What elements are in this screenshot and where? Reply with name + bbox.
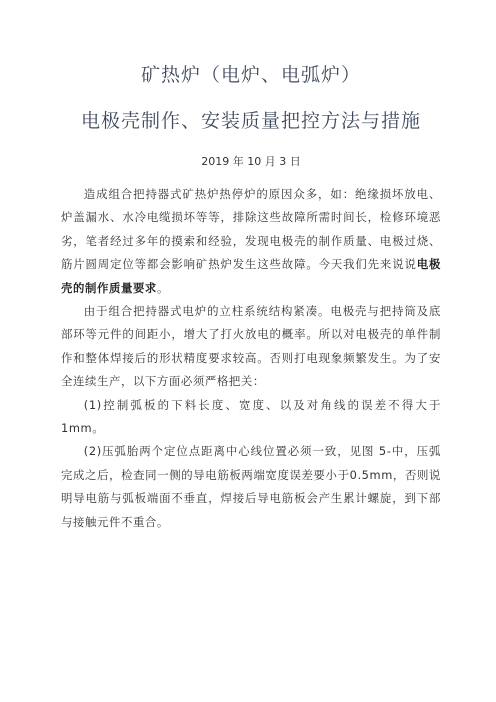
document-body	[61, 183, 441, 534]
paragraph-1-emphasis: 电极壳的制作质量要求	[61, 257, 442, 295]
document-title-line-2: 电极壳制作、安装质量把控方法与措施	[80, 110, 421, 132]
paragraph-2: 由于组合把持器式电炉的立柱系统结构紧凑。电极壳与把持筒及底部环等元件的间距小，增大了打火放电的概率。所以对电极壳的单件制作和整体焊接后的形状精度要求较高。否则打电现象频繁发生。为了安全连续生产，以下方面必须严格把关：	[61, 304, 441, 389]
paragraph-1-text: 造成组合把持器式矿热炉热停炉的原因众多，如：绝缘损坏放电、炉盖漏水、水冷电缆损坏等等，排除这些故障所需时间长，检修环境恶劣，笔者经过多年的摸索和经验，发现电极壳的制作质量、电极过烧、筋片圆周定位等都会影响矿热炉发生这些故障。今天我们先来说说	[61, 187, 441, 272]
paragraph-3: (1)控制弧板的下料长度、宽度、以及对角线的误差不得大于1mm。	[61, 397, 441, 436]
document-date: 2019 年 10 月 3 日	[201, 155, 301, 168]
document-title-line-1: 矿热炉（电炉、电弧炉）	[140, 64, 361, 86]
paragraph-1	[61, 183, 441, 300]
paragraph-1-tail: 。	[156, 280, 169, 295]
paragraph-4: (2)压弧胎两个定位点距离中心线位置必须一致，见图 5-中，压弧完成之后，检查同一侧的导电筋板两端宽度误差要小于0.5mm，否则说明导电筋与弧板端面不垂直，焊接后导电筋板会产生累计螺旋，到下部与接触元件不重合。	[61, 444, 441, 529]
